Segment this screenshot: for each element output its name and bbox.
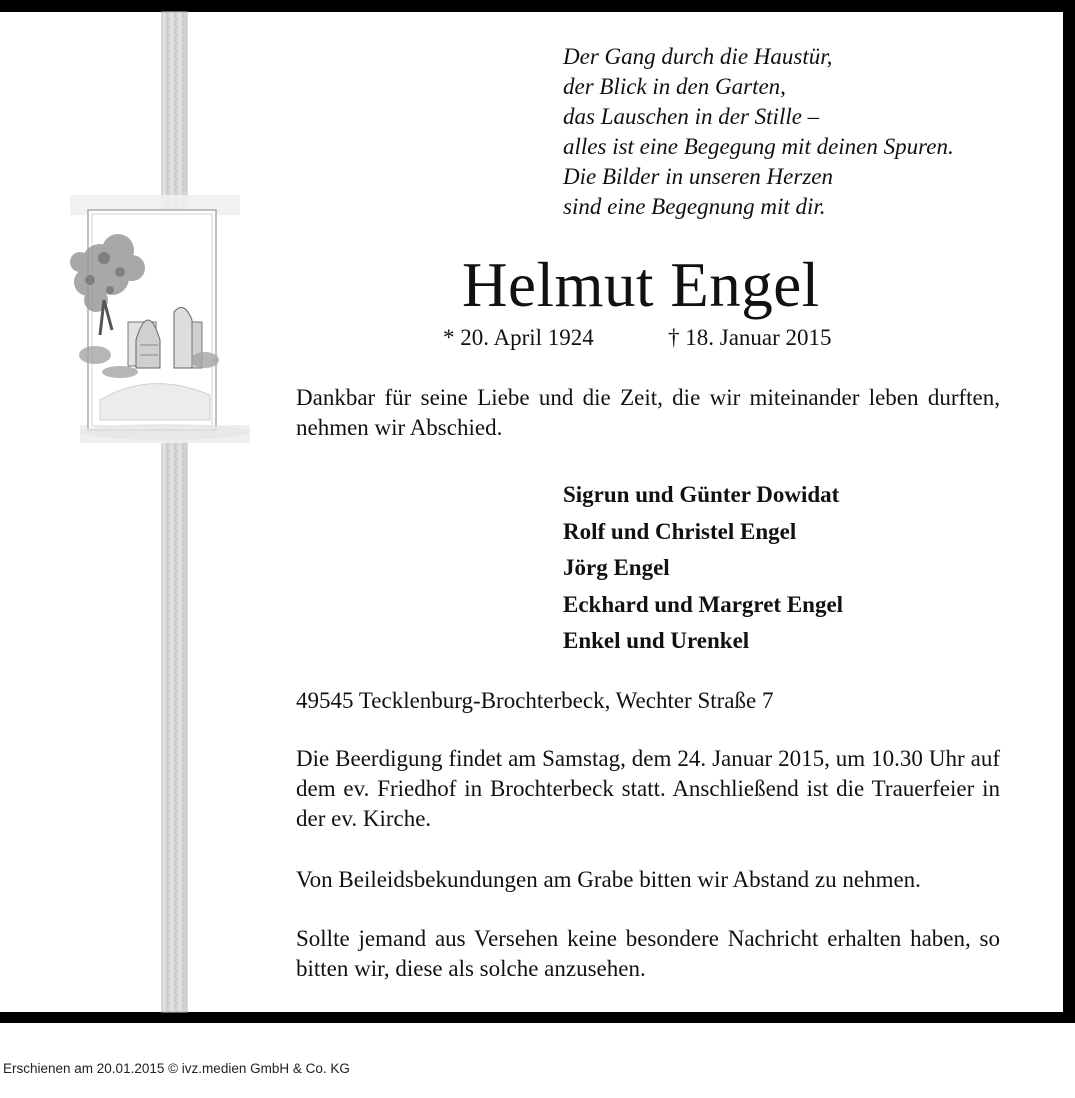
mourners-list	[563, 477, 843, 660]
address-text: 49545 Tecklenburg-Brochterbeck, Wechter Straße 7	[296, 688, 774, 713]
poem-line: der Blick in den Garten,	[563, 74, 786, 99]
deceased-name: Helmut Engel	[462, 250, 820, 320]
mourner-name: Sigrun und Günter Dowidat	[563, 482, 840, 507]
poem-line: Die Bilder in unseren Herzen	[563, 164, 833, 189]
condolence-text: Von Beileidsbekundungen am Grabe bitten wir Abstand zu nehmen.	[296, 867, 921, 892]
garden-gate-illustration	[0, 0, 260, 1020]
poem	[563, 42, 954, 222]
publication-footer: Erschienen am 20.01.2015 © ivz.medien GmbH & Co. KG	[3, 1061, 350, 1076]
poem-line: das Lauschen in der Stille –	[563, 104, 820, 129]
mourner-name: Enkel und Urenkel	[563, 628, 750, 653]
mourner-name: Rolf und Christel Engel	[563, 518, 797, 544]
poem-line: alles ist eine Begegung mit deinen Spuren.	[563, 134, 954, 159]
poem-line: Der Gang durch die Haustür,	[563, 44, 833, 69]
mourner-name: Jörg Engel	[563, 555, 670, 580]
gratitude-text: Dankbar für seine Liebe und die Zeit, die wir miteinander leben durften, nehmen wir Abschied.	[296, 385, 1000, 440]
funeral-text: Die Beerdigung findet am Samstag, dem 24. Januar 2015, um 10.30 Uhr auf dem ev. Friedhof in Brochterbeck statt. Anschließend ist die Trauerfeier in der ev. Kirche.	[296, 746, 1000, 831]
death-date: † 18. Januar 2015	[668, 325, 832, 350]
birth-date: * 20. April 1924	[443, 325, 594, 350]
poem-line: sind eine Begegnung mit dir.	[563, 194, 826, 219]
mourner-name: Eckhard und Margret Engel	[563, 591, 844, 617]
notice-text: Sollte jemand aus Versehen keine besondere Nachricht erhalten haben, so bitten wir, diese als solche anzusehen.	[296, 926, 1000, 981]
